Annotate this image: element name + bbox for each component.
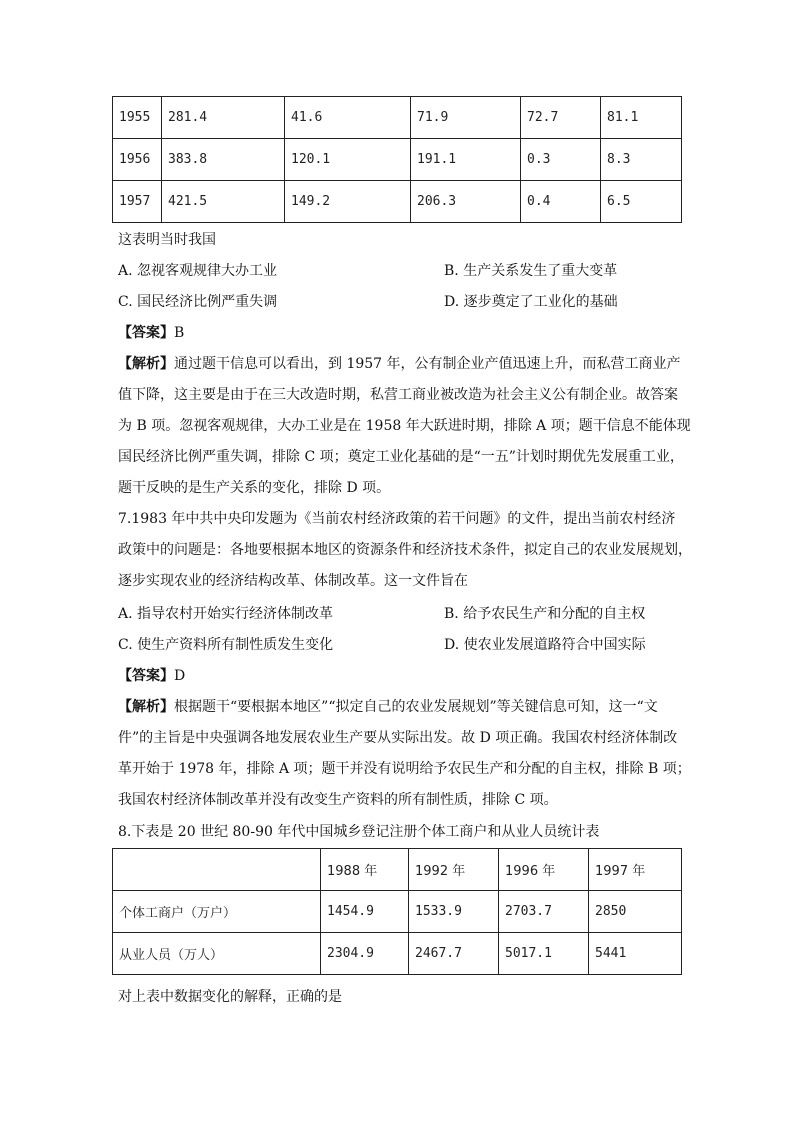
table1-cell: 281.4 — [162, 97, 285, 139]
individual-business-table — [112, 848, 682, 975]
table1-cell: 8.3 — [601, 139, 682, 181]
table2-cell: 5017.1 — [499, 933, 589, 975]
q7-analysis-text-1: 根据题干“要根据本地区”“拟定自己的农业发展规划”等关键信息可知，这一“文 — [174, 699, 658, 715]
q7-option-d[interactable]: D. 使农业发展道路符合中国实际 — [444, 637, 646, 653]
table2-header-cell: 1996 年 — [499, 849, 589, 891]
table2-cell: 从业人员（万人） — [113, 933, 321, 975]
q6-analysis-line-3: 为 B 项。忽视客观规律，大办工业是在 1958 年大跃进时期，排除 A 项；题干信息不能体现 — [118, 418, 691, 434]
table1-cell: 1956 — [113, 139, 162, 181]
table2-cell: 2703.7 — [499, 891, 589, 933]
q7-stem-line-2: 政策中的问题是：各地要根据本地区的资源条件和经济技术条件，拟定自己的农业发展规划， — [118, 542, 692, 558]
table2-cell: 2467.7 — [409, 933, 499, 975]
table1-cell: 206.3 — [411, 181, 521, 223]
table2-row — [113, 933, 682, 975]
q7-stem-line-3: 逐步实现农业的经济结构改革、体制改革。这一文件旨在 — [118, 573, 468, 589]
table2-cell: 2304.9 — [321, 933, 409, 975]
table1-cell: 0.4 — [521, 181, 601, 223]
q7-option-c[interactable]: C. 使生产资料所有制性质发生变化 — [118, 637, 334, 653]
table1-row — [113, 139, 682, 181]
q7-answer-value: D — [174, 668, 186, 684]
q6-option-c[interactable]: C. 国民经济比例严重失调 — [118, 294, 278, 310]
table1-cell: 71.9 — [411, 97, 521, 139]
q8-stem: 8.下表是 20 世纪 80-90 年代中国城乡登记注册个体工商户和从业人员统计表 — [118, 824, 600, 840]
table2-cell: 5441 — [589, 933, 682, 975]
table1-cell: 41.6 — [285, 97, 411, 139]
table1-cell: 149.2 — [285, 181, 411, 223]
q6-analysis-line-1 — [118, 354, 681, 374]
table2-header-cell: 1988 年 — [321, 849, 409, 891]
table1-row — [113, 97, 682, 139]
table1-cell: 6.5 — [601, 181, 682, 223]
table1-cell: 72.7 — [521, 97, 601, 139]
table2-cell: 1533.9 — [409, 891, 499, 933]
q6-stem-tail: 这表明当时我国 — [118, 232, 216, 248]
q7-analysis-line-3: 革开始于 1978 年，排除 A 项；题干并没有说明给予农民生产和分配的自主权，排除 B 项； — [118, 761, 691, 777]
q7-analysis-line-2: 件”的主旨是中央强调各地发展农业生产要从实际出发。故 D 项正确。我国农村经济体制改 — [118, 730, 678, 746]
table1-cell: 120.1 — [285, 139, 411, 181]
q7-analysis-line-4: 我国农村经济体制改革并没有改变生产资料的所有制性质，排除 C 项。 — [118, 792, 558, 808]
q8-tail: 对上表中数据变化的解释，正确的是 — [118, 989, 342, 1005]
table2-cell: 1454.9 — [321, 891, 409, 933]
q6-analysis-text-1: 通过题干信息可以看出，到 1957 年，公有制企业产值迅速上升，而私营工商业产 — [174, 356, 681, 372]
q6-answer-label: 【答案】 — [118, 325, 174, 341]
table1-cell: 1957 — [113, 181, 162, 223]
table1-cell: 191.1 — [411, 139, 521, 181]
table2-header-cell: 1992 年 — [409, 849, 499, 891]
q7-analysis-line-1 — [118, 697, 658, 717]
table1-cell: 1955 — [113, 97, 162, 139]
q6-analysis-line-4: 国民经济比例严重失调，排除 C 项；奠定工业化基础的是“一五”计划时期优先发展重工业， — [118, 449, 684, 465]
q7-option-b[interactable]: B. 给予农民生产和分配的自主权 — [444, 606, 646, 622]
q6-analysis-label: 【解析】 — [118, 356, 174, 372]
q7-analysis-label: 【解析】 — [118, 699, 174, 715]
table1-cell: 0.3 — [521, 139, 601, 181]
q7-answer-label: 【答案】 — [118, 668, 174, 684]
table1-row — [113, 181, 682, 223]
table1-cell: 383.8 — [162, 139, 285, 181]
table1-cell: 421.5 — [162, 181, 285, 223]
q6-analysis-line-5: 题干反映的是生产关系的变化，排除 D 项。 — [118, 480, 391, 496]
production-value-table — [112, 96, 682, 223]
q6-option-a[interactable]: A. 忽视客观规律大办工业 — [118, 263, 278, 279]
q6-answer-value: B — [174, 325, 185, 341]
table2-header-cell: 1997 年 — [589, 849, 682, 891]
table2-cell: 2850 — [589, 891, 682, 933]
q6-option-d[interactable]: D. 逐步奠定了工业化的基础 — [444, 294, 618, 310]
q7-answer — [118, 666, 185, 686]
table2-cell: 个体工商户（万户） — [113, 891, 321, 933]
q6-analysis-line-2: 值下降，这主要是由于在三大改造时期，私营工商业被改造为社会主义公有制企业。故答案 — [118, 387, 678, 403]
table2-header-cell — [113, 849, 321, 891]
table1-cell: 81.1 — [601, 97, 682, 139]
table2-header-row — [113, 849, 682, 891]
q6-answer — [118, 323, 184, 343]
table2-row — [113, 891, 682, 933]
q7-stem-line-1: 7.1983 年中共中央印发题为《当前农村经济政策的若干问题》的文件，提出当前农村经济 — [118, 511, 676, 527]
q7-option-a[interactable]: A. 指导农村开始实行经济体制改革 — [118, 606, 334, 622]
q6-option-b[interactable]: B. 生产关系发生了重大变革 — [444, 263, 618, 279]
